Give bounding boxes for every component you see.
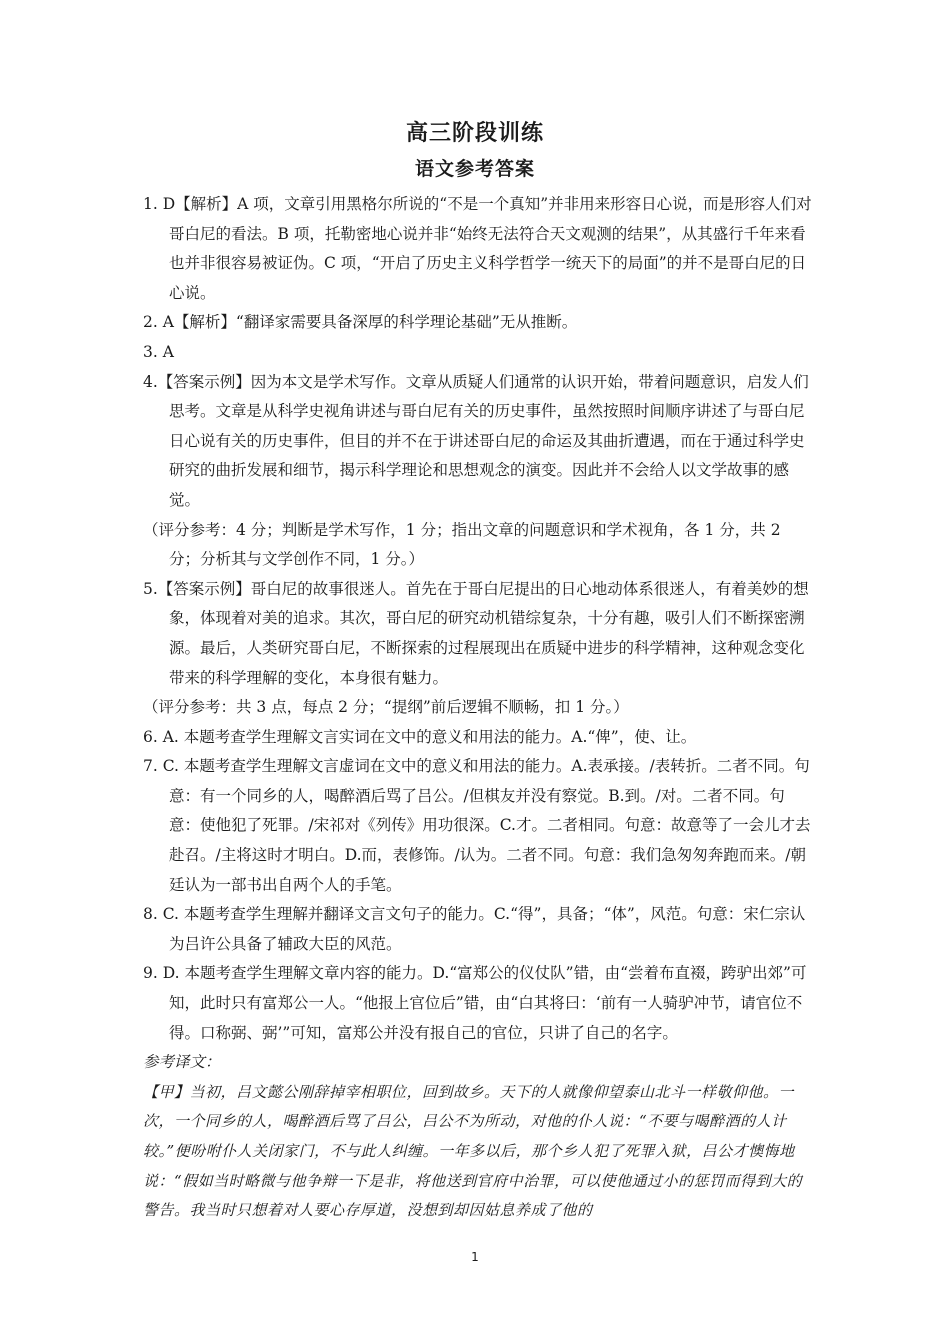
scoring-note-5: （评分参考：共 3 点，每点 2 分；“提纲”前后逻辑不顺畅，扣 1 分。） bbox=[143, 698, 629, 717]
reference-translation-text: 【甲】当初，吕文懿公刚辞掉宰相职位，回到故乡。天下的人就像仰望泰山北斗一样敬仰他。一次，一个同乡的人，喝醉酒后骂了吕公，吕公不为所动，对他的仆人说：“不要与喝醉酒的人计较。”便吩咐仆人关闭家门，不与此人纠缠。一年多以后，那个乡人犯了死罪入狱，吕公才懊悔地说：“假如当时略微与他争辩一下是非，将他送到官府中治罪，可以使他通过小的惩罚而得到大的警告。我当时只想着对人要心存厚道，没想到却因姑息养成了他的 bbox=[143, 1082, 803, 1220]
reference-translation-label: 参考译文： bbox=[143, 1053, 221, 1072]
answer-item-9: 9. D. 本题考查学生理解文章内容的能力。D.“富郑公的仪仗队”错，由“尝着布直裰，跨驴出郊”可知，此时只有富郑公一人。“他报上官位后”错，由“白其将曰：‘前有一人骑驴冲节，请官位不得。口称弼、弼’”可知，富郑公并没有报自己的官位，只讲了自己的名字。 bbox=[143, 964, 807, 1042]
answer-item-3: 3. A bbox=[143, 342, 174, 361]
answer-item-1: 1. D【解析】A 项，文章引用黑格尔所说的“不是一个真知”并非用来形容日心说，而是形容人们对哥白尼的看法。B 项，托勒密地心说并非“始终无法符合天文观测的结果”，从其盛行千年来看也并非很容易被证伪。C 项，“开启了历史主义科学哲学一统天下的局面”的并不是哥白尼的日心说。 bbox=[143, 195, 812, 302]
answer-item-8: 8. C. 本题考查学生理解并翻译文言文句子的能力。C.“得”，具备；“体”，风范。句意：宋仁宗认为吕许公具备了辅政大臣的风范。 bbox=[143, 905, 806, 953]
answer-item-4: 4.【答案示例】因为本文是学术写作。文章从质疑人们通常的认识开始，带着问题意识，启发人们思考。文章是从科学史视角讲述与哥白尼有关的历史事件，虽然按照时间顺序讲述了与哥白尼日心说有关的历史事件，但目的并不在于讲述哥白尼的命运及其曲折遭遇，而在于通过科学史研究的曲折发展和细节，揭示科学理论和思想观念的演变。因此并不会给人以文学故事的感觉。 bbox=[143, 372, 809, 509]
page-title: 高三阶段训练 bbox=[405, 121, 544, 146]
answer-item-7: 7. C. 本题考查学生理解文言虚词在文中的意义和用法的能力。A.表承接。/表转折。二者不同。句意：有一个同乡的人，喝醉酒后骂了吕公。/但棋友并没有察觉。B.到。/对。二者不同。句意：使他犯了死罪。/宋祁对《列传》用功很深。C.才。二者相同。句意：故意等了一会儿才去赴召。/主将这时才明白。D.而，表修饰。/认为。二者不同。句意：我们急匆匆奔跑而来。/朝廷认为一部书出自两个人的手笔。 bbox=[143, 757, 811, 894]
answer-item-2: 2. A【解析】“翻译家需要具备深厚的科学理论基础”无从推断。 bbox=[143, 313, 578, 332]
page-subtitle: 语文参考答案 bbox=[414, 158, 535, 180]
scoring-note-4: （评分参考：4 分；判断是学术写作，1 分；指出文章的问题意识和学术视角，各 1 分，共 2 分；分析其与文学创作不同，1 分。） bbox=[143, 520, 781, 569]
page-number: 1 bbox=[471, 1250, 479, 1264]
answer-content bbox=[143, 190, 813, 1226]
answer-item-6: 6. A. 本题考查学生理解文言实词在文中的意义和用法的能力。A.“俾”，使、让。 bbox=[143, 727, 697, 746]
answer-item-5: 5.【答案示例】哥白尼的故事很迷人。首先在于哥白尼提出的日心地动体系很迷人，有着美妙的想象，体现着对美的追求。其次，哥白尼的研究动机错综复杂，十分有趣，吸引人们不断探密溯源。最后，人类研究哥白尼，不断探索的过程展现出在质疑中进步的科学精神，这种观念变化带来的科学理解的变化，本身很有魅力。 bbox=[143, 579, 809, 687]
